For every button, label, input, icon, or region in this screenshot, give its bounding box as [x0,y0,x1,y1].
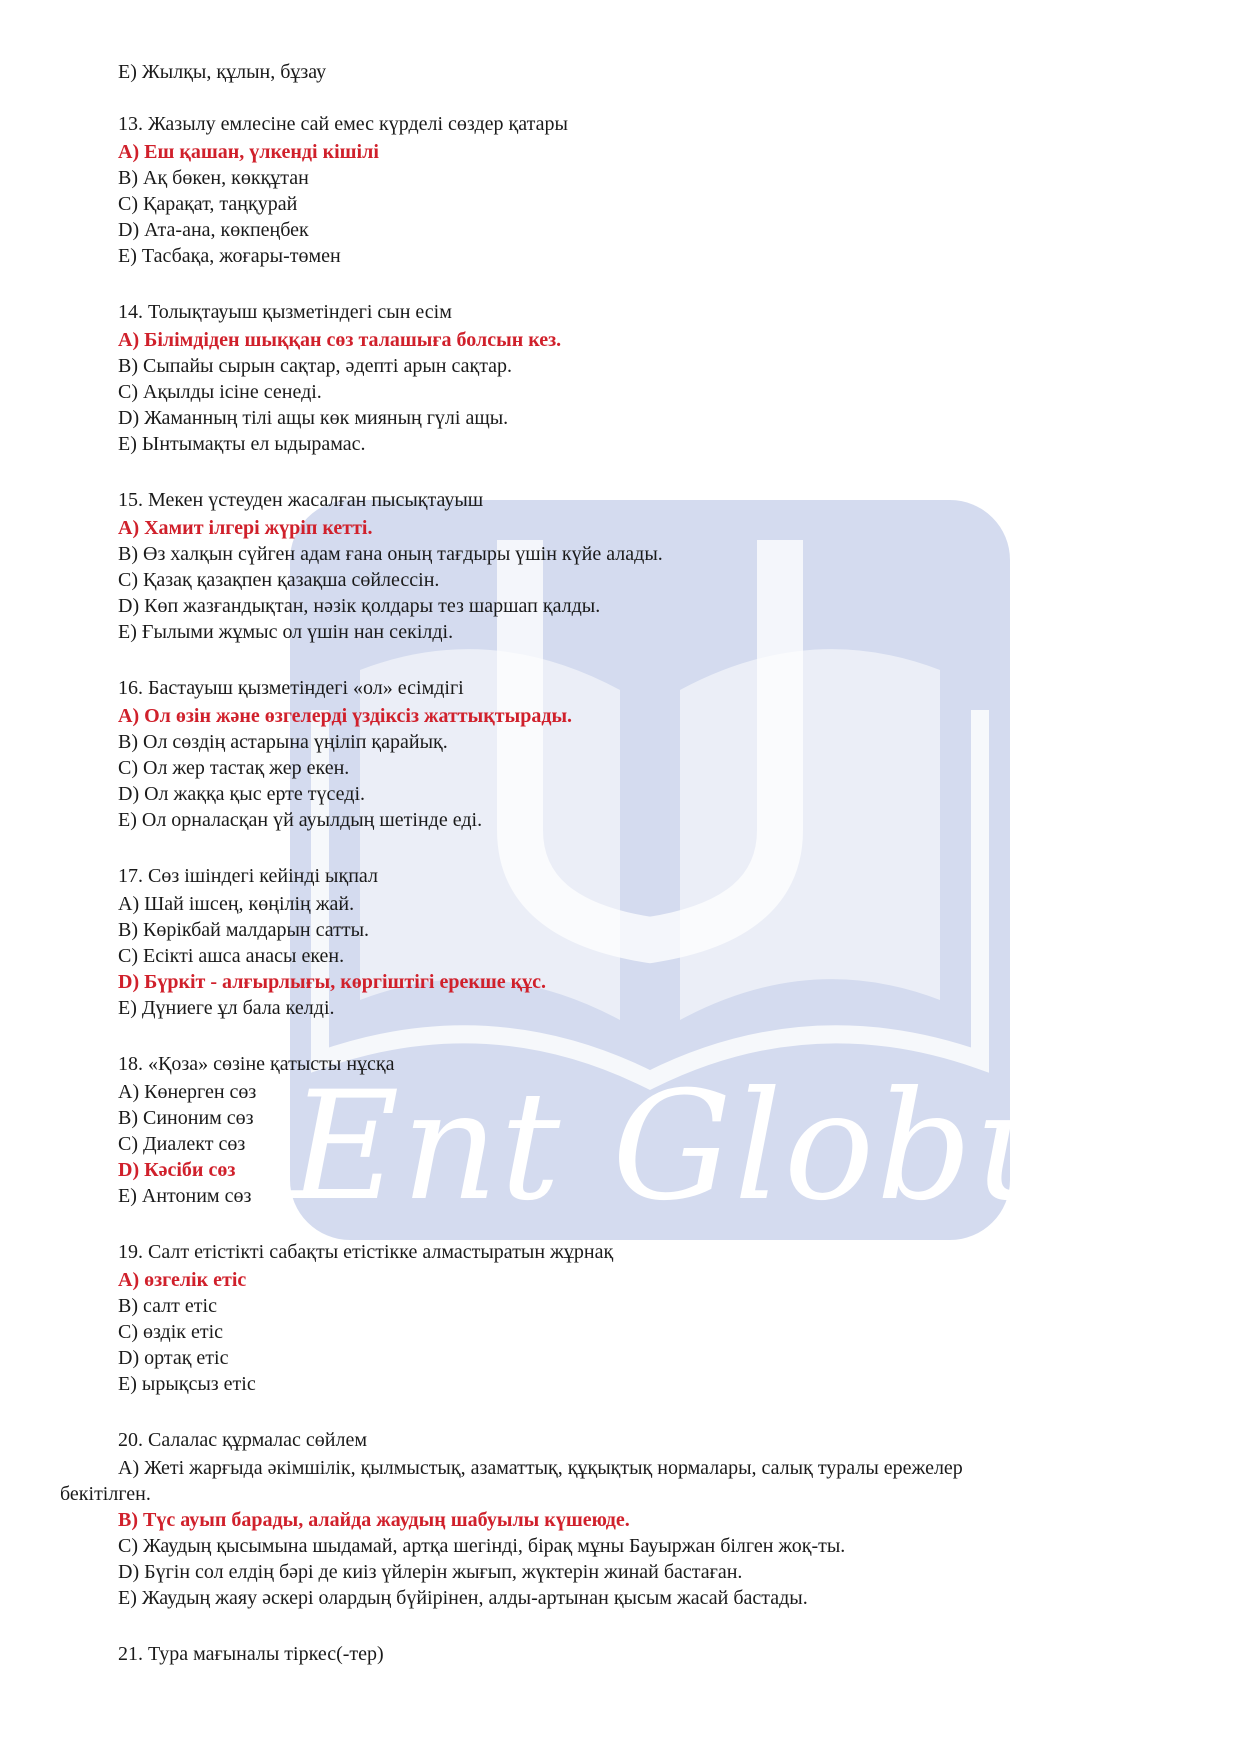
question-title: 13. Жазылу емлесіне сай емес күрделі сөздер қатары [118,113,568,135]
option: B) Сыпайы сырын сақтар, әдепті арын сақтар. [118,355,513,377]
correct-option: B) Түс ауып барады, алайда жаудың шабуылы күшеюде. [118,1509,630,1531]
option: B) Ол сөздің астарына үңіліп қарайық. [118,731,448,753]
option: A) Көнерген сөз [118,1081,257,1103]
correct-option: D) Бүркіт - алғырлығы, көргіштігі ерекше құс. [118,971,547,993]
option: D) Ол жаққа қыс ерте түседі. [118,783,366,805]
option: B) Өз халқын сүйген адам ғана оның тағдыры үшін күйе алады. [118,543,663,565]
option: A) Жеті жарғыда әкімшілік, қылмыстық, азаматтық, құқықтық нормалары, салық туралы ережелер [118,1457,963,1479]
option: B) салт етіс [118,1295,217,1317]
option-continuation: бекітілген. [60,1483,151,1505]
option: B) Көрікбай малдарын сатты. [118,919,370,941]
option: C) Қарақат, таңқурай [118,193,298,215]
correct-option: A) Хамит ілгері жүріп кетті. [118,517,373,539]
option: E) Жаудың жаяу әскері олардың бүйірінен, алды-артынан қысым жасай бастады. [118,1587,808,1609]
option: E) Тасбақа, жоғары-төмен [118,245,341,267]
question-title: 20. Салалас құрмалас сөйлем [118,1429,367,1451]
option: B) Ақ бөкен, көкқұтан [118,167,309,189]
option: C) өздік етіс [118,1321,224,1343]
option: C) Диалект сөз [118,1133,246,1155]
option: E) ырықсыз етіс [118,1373,256,1395]
option: C) Қазақ қазақпен қазақша сөйлессін. [118,569,440,591]
correct-option: D) Кәсіби сөз [118,1159,236,1181]
top-option: E) Жылқы, құлын, бұзау [118,61,327,83]
option: E) Ғылыми жұмыс ол үшін нан секілді. [118,621,454,643]
correct-option: A) Ол өзін және өзгелерді үздіксіз жаттықтырады. [118,705,573,727]
question-title: 21. Тура мағыналы тіркес(-тер) [118,1643,384,1665]
question-title: 19. Салт етістікті сабақты етістікке алмастыратын жұрнақ [118,1241,614,1263]
option: A) Шай ішсең, көңілің жай. [118,893,355,915]
question-title: 18. «Қоза» сөзіне қатысты нұсқа [118,1053,395,1075]
option: E) Ол орналасқан үй ауылдың шетінде еді. [118,809,483,831]
option: B) Синоним сөз [118,1107,254,1129]
option: C) Есікті ашса анасы екен. [118,945,345,967]
option: C) Ақылды ісіне сенеді. [118,381,322,403]
correct-option: A) Білімдіден шыққан сөз талашыға болсын кез. [118,329,562,351]
question-title: 17. Сөз ішіндегі кейінді ықпал [118,865,378,887]
option: D) Бүгін сол елдің бәрі де киіз үйлерін жығып, жүктерін жинай бастаған. [118,1561,743,1583]
option: D) Көп жазғандықтан, нәзік қолдары тез шаршап қалды. [118,595,601,617]
option: D) ортақ етіс [118,1347,229,1369]
correct-option: A) Еш қашан, үлкенді кішілі [118,141,379,163]
watermark-text: Ent Globus [290,1060,1152,1234]
question-title: 14. Толықтауыш қызметіндегі сын есім [118,301,452,323]
question-title: 16. Бастауыш қызметіндегі «ол» есімдігі [118,677,464,699]
option: E) Антоним сөз [118,1185,252,1207]
option: E) Дүниеге ұл бала келді. [118,997,335,1019]
option: D) Ата-ана, көкпеңбек [118,219,309,241]
option: E) Ынтымақты ел ыдырамас. [118,433,366,455]
option: D) Жаманның тілі ащы көк мияның гүлі ащы. [118,407,509,429]
option: C) Ол жер тастақ жер екен. [118,757,350,779]
correct-option: A) өзгелік етіс [118,1269,247,1291]
option: C) Жаудың қысымына шыдамай, артқа шегінді, бірақ мұны Бауыржан білген жоқ-ты. [118,1535,846,1557]
question-title: 15. Мекен үстеуден жасалған пысықтауыш [118,489,484,511]
